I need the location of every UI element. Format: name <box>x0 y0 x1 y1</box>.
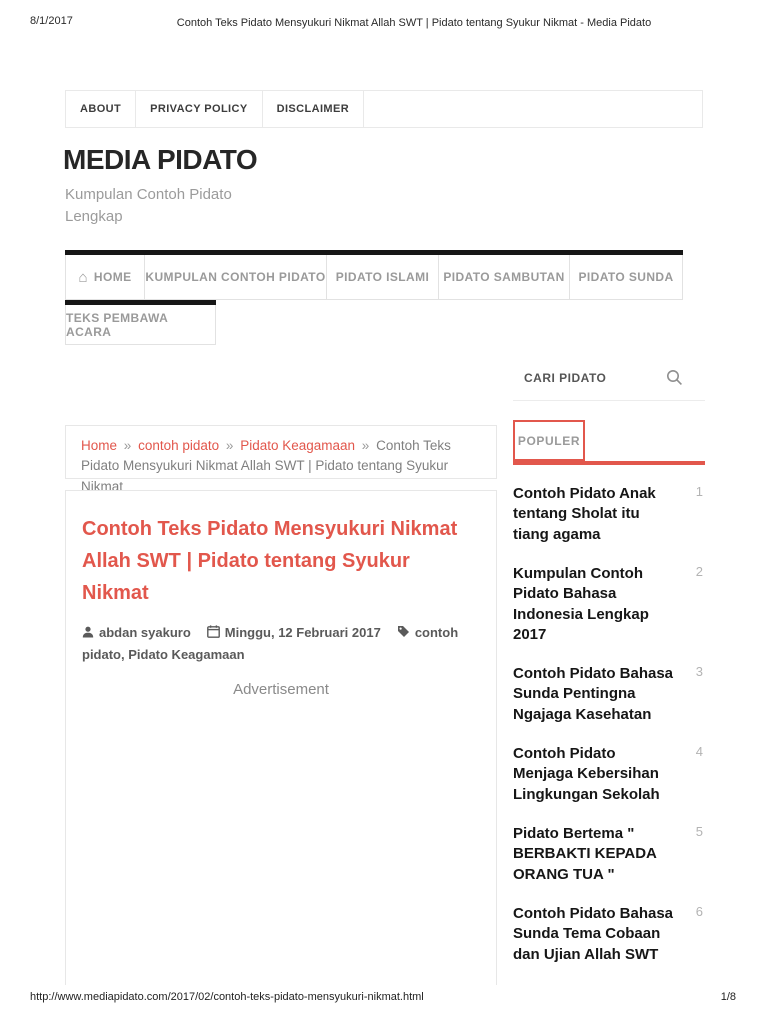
nav-item-home-label: HOME <box>93 270 132 284</box>
article-date-label: Minggu, 12 Februari 2017 <box>224 625 381 640</box>
nav-item-kumpulan-contoh-pidato[interactable]: KUMPULAN CONTOH PIDATO <box>145 255 327 300</box>
tag-icon <box>397 623 410 644</box>
popular-post-title[interactable]: Contoh Pidato Menjaga Kebersihan Lingkungan Sekolah <box>513 745 660 803</box>
author-icon <box>82 623 94 644</box>
breadcrumb <box>65 425 497 494</box>
nav-item-pidato-sambutan[interactable]: PIDATO SAMBUTAN <box>439 255 570 300</box>
popular-post-4[interactable] <box>513 744 705 805</box>
article-author[interactable] <box>82 625 191 640</box>
print-date: 8/1/2017 <box>30 15 73 27</box>
breadcrumb-link-home[interactable]: Home <box>81 438 118 453</box>
print-footer-url: http://www.mediapidato.com/2017/02/contoh-teks-pidato-mensyukuri-nikmat.html <box>30 991 424 1003</box>
top-nav <box>65 90 703 128</box>
breadcrumb-link-pidato-keagamaan[interactable]: Pidato Keagamaan <box>240 438 356 453</box>
popular-post-3[interactable] <box>513 664 705 725</box>
print-footer-page: 1/8 <box>720 991 736 1003</box>
main-nav <box>65 250 683 300</box>
breadcrumb-link-contoh-pidato[interactable]: contoh pidato <box>138 438 220 453</box>
popular-post-rank: 1 <box>695 484 703 499</box>
print-page-title: Contoh Teks Pidato Mensyukuri Nikmat Allah SWT | Pidato tentang Syukur Nikmat - Media Pidato <box>176 17 652 29</box>
nav-item-home[interactable] <box>65 255 145 300</box>
search-placeholder: CARI PIDATO <box>524 370 607 385</box>
popular-post-rank: 5 <box>695 824 703 839</box>
popular-post-2[interactable] <box>513 564 705 645</box>
popular-post-rank: 2 <box>695 564 703 579</box>
nav-item-teks-pembawa-acara[interactable]: TEKS PEMBAWA ACARA <box>65 305 216 345</box>
top-nav-item-about[interactable]: ABOUT <box>66 91 136 127</box>
breadcrumb-separator: » <box>123 438 132 453</box>
article-tags-label: contoh pidato, Pidato Keagamaan <box>82 625 459 663</box>
search-bar[interactable] <box>513 355 705 401</box>
popular-post-rank: 4 <box>695 744 703 759</box>
site-tagline: Kumpulan Contoh Pidato Lengkap <box>65 186 232 225</box>
article-card <box>65 490 497 985</box>
popular-post-title[interactable]: Contoh Pidato Anak tentang Sholat itu tiang agama <box>513 485 656 543</box>
home-icon: ⌂ <box>78 268 88 286</box>
article-author-label: abdan syakuro <box>99 625 191 640</box>
breadcrumb-separator: » <box>361 438 370 453</box>
main-nav-row2 <box>65 300 216 345</box>
popular-post-6[interactable] <box>513 904 705 965</box>
tab-populer[interactable]: POPULER <box>513 420 585 461</box>
popular-post-title[interactable]: Contoh Pidato Bahasa Sunda Pentingna Ngajaga Kasehatan <box>513 665 674 723</box>
site-title[interactable]: MEDIA PIDATO <box>63 144 258 175</box>
article-meta <box>82 622 480 666</box>
nav-item-pidato-sunda[interactable]: PIDATO SUNDA <box>570 255 683 300</box>
advertisement-slot <box>82 698 480 978</box>
search-icon[interactable] <box>666 369 683 386</box>
popular-post-rank: 6 <box>695 904 703 919</box>
popular-post-1[interactable] <box>513 484 705 545</box>
popular-post-title[interactable]: Pidato Bertema " BERBAKTI KEPADA ORANG TUA " <box>513 825 657 883</box>
popular-post-title[interactable]: Contoh Pidato Bahasa Sunda Tema Cobaan dan Ujian Allah SWT <box>513 905 674 963</box>
article-title: Contoh Teks Pidato Mensyukuri Nikmat Allah SWT | Pidato tentang Syukur Nikmat <box>82 518 458 604</box>
popular-post-title[interactable]: Kumpulan Contoh Pidato Bahasa Indonesia Lengkap 2017 <box>513 565 649 643</box>
popular-post-rank: 3 <box>695 664 703 679</box>
popular-post-5[interactable] <box>513 824 705 885</box>
advertisement-label: Advertisement <box>233 680 329 698</box>
populer-accent-bar <box>513 461 705 465</box>
breadcrumb-separator: » <box>225 438 234 453</box>
nav-item-pidato-islami[interactable]: PIDATO ISLAMI <box>327 255 439 300</box>
article-date <box>207 625 381 640</box>
breadcrumb-current: Contoh Teks Pidato Mensyukuri Nikmat Allah SWT | Pidato tentang Syukur Nikmat <box>81 438 451 494</box>
top-nav-item-privacy-policy[interactable]: PRIVACY POLICY <box>136 91 263 127</box>
sidebar-popular <box>513 420 705 965</box>
calendar-icon <box>207 623 220 644</box>
top-nav-item-disclaimer[interactable]: DISCLAIMER <box>263 91 364 127</box>
